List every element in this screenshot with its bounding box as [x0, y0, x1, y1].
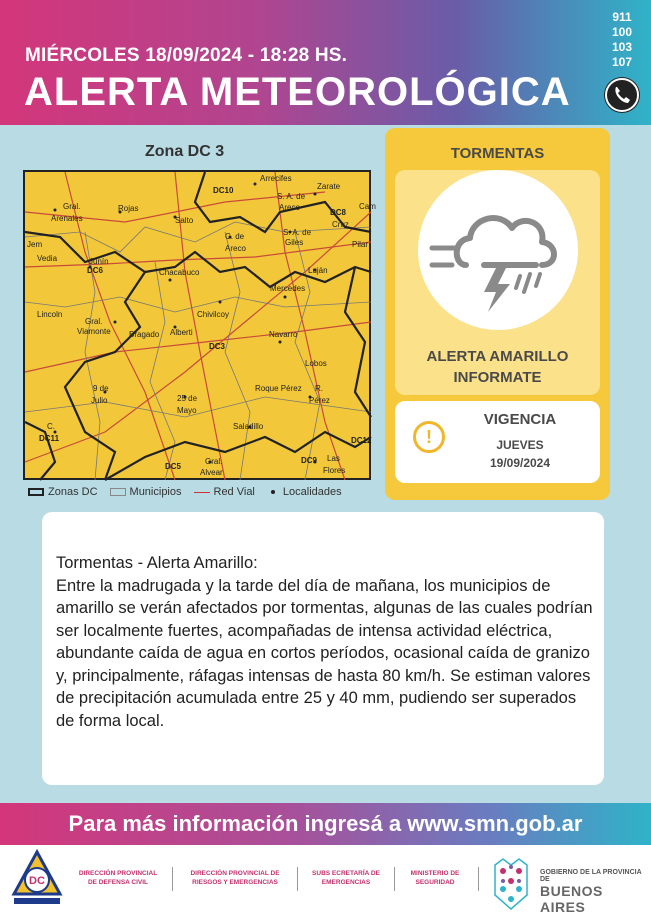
storm-cloud-icon — [418, 170, 578, 330]
description-card — [42, 512, 604, 785]
map-locality-label: Mercedes — [270, 284, 306, 293]
emergency-phones — [606, 10, 638, 70]
map-zone-label: DC12 — [351, 436, 372, 445]
alert-icon-box — [395, 170, 600, 395]
zone-border-swatch — [28, 488, 44, 496]
org-line: DIRECCIÓN PROVINCIAL — [78, 870, 158, 877]
map-locality-label: C. — [47, 422, 55, 431]
buenos-aires-text — [540, 869, 651, 915]
org-line: EMERGENCIAS — [321, 879, 371, 886]
dc-logo-text: DC — [29, 875, 45, 887]
org-line: DIRECCIÓN PROVINCIAL DE — [190, 870, 280, 877]
map-zone-label: DC11 — [39, 434, 60, 443]
divider — [172, 867, 173, 891]
map-locality-label: 9 de — [93, 384, 109, 393]
legend-item-red-vial — [194, 486, 255, 498]
map-locality-label: Bragado — [129, 330, 160, 339]
map-locality-label: Chacabuco — [159, 268, 200, 277]
map-locality-label: Saladillo — [233, 422, 264, 431]
phone-number: 100 — [611, 25, 633, 39]
map-locality-label: Junín — [89, 257, 109, 266]
alert-datetime: MIÉRCOLES 18/09/2024 - 18:28 HS. — [25, 45, 348, 66]
map-locality-label: 25 de — [177, 394, 198, 403]
legend-label: Red Vial — [213, 486, 255, 498]
map-locality-label: Lobos — [305, 359, 327, 368]
map-locality-label: Salto — [175, 216, 194, 225]
footer — [0, 845, 651, 922]
vigencia-day: JUEVES — [496, 438, 544, 452]
map-zone-label: DC10 — [213, 186, 234, 195]
map-locality-label: S. A. de — [283, 228, 312, 237]
map-locality-label: Mayo — [177, 406, 197, 415]
map-locality-label: Pérez — [309, 396, 330, 405]
map-locality-label: Flores — [323, 466, 346, 475]
map-locality-label: Vedia — [37, 254, 58, 263]
phone-number: 103 — [611, 40, 633, 54]
map-locality-label: S. A. de — [277, 192, 306, 201]
org-subsecretaria — [304, 869, 388, 887]
legend-item-zonas — [28, 486, 98, 498]
map-locality-label: Arrecifes — [260, 174, 292, 183]
map-locality-label: Rojas — [118, 204, 139, 213]
map-locality-label: C. de — [225, 232, 245, 241]
map-locality-label: R. — [315, 384, 323, 393]
map-locality-label: Pilar — [352, 240, 369, 249]
map-locality-label: Gral. — [205, 457, 223, 466]
map-zone-label: DC9 — [301, 456, 318, 465]
org-line: MINISTERIO DE — [410, 870, 460, 877]
map-zone-label: DC3 — [209, 342, 226, 351]
map-locality-label: Zarate — [317, 182, 341, 191]
alert-level-line: INFORMATE — [453, 369, 542, 386]
map-legend — [28, 486, 354, 498]
vigencia-box — [395, 401, 600, 483]
map-locality-label: Gral. — [85, 317, 103, 326]
alert-level-line: ALERTA AMARILLO — [426, 348, 569, 365]
vigencia-title: VIGENCIA — [483, 411, 557, 428]
phone-icon — [604, 77, 640, 113]
locality-dot-swatch — [271, 490, 275, 494]
defensa-civil-logo — [12, 850, 62, 908]
divider — [478, 867, 479, 891]
map-locality-label: Giles — [285, 238, 304, 247]
map-locality-label: Las — [327, 454, 340, 463]
header-banner — [0, 0, 651, 125]
org-line: SUBS ECRETARÍA DE — [312, 870, 380, 877]
municipality-border-swatch — [110, 488, 126, 496]
map-locality-label: Julio — [91, 396, 108, 405]
map-locality-label: Roque Pérez — [255, 384, 302, 393]
map-zone-label: DC5 — [165, 462, 182, 471]
map-locality-label: Navarro — [269, 330, 298, 339]
alert-level — [395, 346, 600, 388]
org-riesgos — [180, 869, 290, 887]
legend-label: Localidades — [282, 486, 342, 498]
map-locality-label: Alberti — [170, 328, 193, 337]
map-locality-label: Lincoln — [37, 310, 63, 319]
legend-item-localidades — [267, 486, 342, 498]
map-locality-label: Viamonte — [77, 327, 111, 336]
phone-number: 911 — [612, 10, 632, 24]
map-locality-label: Areco — [225, 244, 246, 253]
map-locality-label: Cam — [359, 202, 376, 211]
zone-map — [23, 170, 376, 480]
page-title: ALERTA METEOROLÓGICA — [24, 70, 571, 114]
map-locality-label: Luján — [308, 266, 328, 275]
buenos-aires-logo — [491, 855, 533, 913]
alert-panel — [385, 128, 610, 500]
divider — [394, 867, 395, 891]
exclamation-icon: ! — [413, 421, 445, 453]
alert-type: TORMENTAS — [450, 145, 545, 162]
description-body: Entre la madrugada y la tarde del día de mañana, los municipios de amarillo se verán afectados por tormentas, algunas de las cuales podrían ser localmente fuertes, acompañadas de intensa actividad eléctrica, abundante caída de agua en cortos períodos, ocasional caída de granizo y, principalmente, ráfagas intensas de hasta 80 km/h. Se estiman valores de precipitación acumulada entre 25 y 40 mm, pudiendo ser superados de forma local. — [56, 576, 593, 730]
org-defensa-civil — [72, 869, 164, 887]
map-locality-label: Jem — [27, 240, 43, 249]
org-line: SEGURIDAD — [415, 879, 455, 886]
map-zone-label: DC6 — [87, 266, 104, 275]
legend-label: Zonas DC — [48, 486, 98, 498]
road-line-swatch — [194, 492, 210, 493]
description-heading: Tormentas - Alerta Amarillo: — [56, 554, 258, 572]
org-line: DE DEFENSA CIVIL — [87, 879, 149, 886]
ba-big-text: BUENOS AIRES — [540, 883, 603, 915]
description-text — [56, 552, 596, 732]
legend-item-municipios — [110, 486, 182, 498]
map-zone-label: DC8 — [330, 208, 347, 217]
zone-title: Zona DC 3 — [145, 143, 225, 160]
map-locality-label: Arenales — [51, 214, 83, 223]
map-locality-label: Gral. — [63, 202, 81, 211]
map-locality-label: Areco — [279, 203, 300, 212]
org-line: RIESGOS Y EMERGENCIAS — [192, 879, 278, 886]
ba-small-text: GOBIERNO DE LA PROVINCIA DE — [540, 869, 642, 883]
phone-number: 107 — [611, 55, 633, 69]
vigencia-date: 19/09/2024 — [489, 456, 551, 470]
map-locality-label: Cruz — [332, 220, 349, 229]
map-locality-label: Chivilcoy — [197, 310, 230, 319]
divider — [297, 867, 298, 891]
map-locality-label: Alvear — [200, 468, 223, 477]
legend-label: Municipios — [129, 486, 182, 498]
org-ministerio — [400, 869, 470, 887]
more-info-banner: Para más información ingresá a www.smn.gob.ar — [0, 803, 651, 845]
